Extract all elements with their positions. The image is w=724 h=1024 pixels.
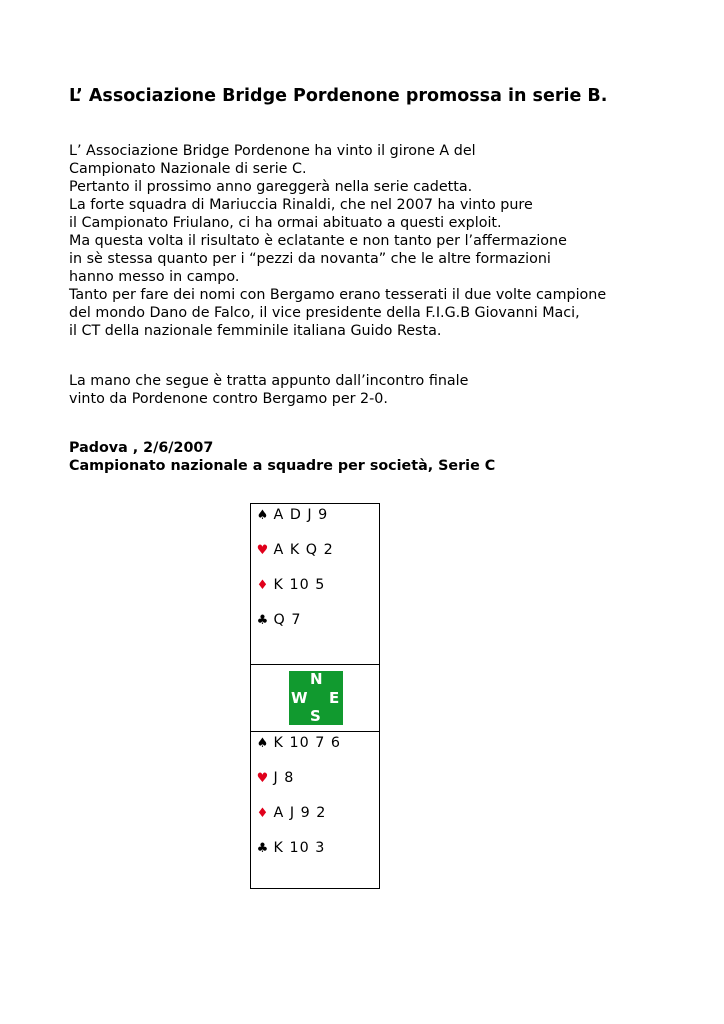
south-clubs-cards: K 10 3 — [273, 840, 326, 856]
compass-row — [251, 664, 379, 732]
south-hearts-cards: J 8 — [273, 770, 295, 786]
event-date-line: Padova , 2/6/2007 — [69, 440, 214, 456]
text-line: Tanto per fare dei nomi con Bergamo erano tesserati il due volte campione — [69, 287, 607, 303]
south-spades — [256, 734, 341, 753]
compass-icon — [289, 671, 343, 725]
spade-icon: ♠ — [256, 508, 269, 523]
south-diamonds — [256, 804, 326, 823]
text-line: L’ Associazione Bridge Pordenone ha vinto il girone A del — [69, 143, 476, 159]
north-diamonds-cards: K 10 5 — [273, 577, 326, 593]
event-heading — [69, 439, 495, 475]
north-clubs-cards: Q 7 — [273, 612, 302, 628]
article-paragraph-2 — [69, 372, 468, 408]
north-spades-cards: A D J 9 — [273, 507, 329, 523]
north-hearts — [256, 541, 334, 560]
compass-north-label: N — [310, 670, 323, 688]
text-line: del mondo Dano de Falco, il vice presidente della F.I.G.B Giovanni Maci, — [69, 305, 580, 321]
diamond-icon: ♦ — [256, 806, 269, 821]
diamond-icon: ♦ — [256, 578, 269, 593]
south-hand — [251, 732, 379, 890]
north-diamonds — [256, 576, 325, 595]
text-line: hanno messo in campo. — [69, 269, 240, 285]
text-line: Ma questa volta il risultato è eclatante e non tanto per l’affermazione — [69, 233, 567, 249]
text-line: il Campionato Friulano, ci ha ormai abituato a questi exploit. — [69, 215, 502, 231]
north-hearts-cards: A K Q 2 — [273, 542, 334, 558]
heart-icon: ♥ — [256, 543, 269, 558]
article-title: L’ Associazione Bridge Pordenone promossa in serie B. — [69, 86, 608, 106]
club-icon: ♣ — [256, 613, 269, 628]
south-spades-cards: K 10 7 6 — [273, 735, 341, 751]
compass-west-label: W — [291, 689, 308, 707]
club-icon: ♣ — [256, 841, 269, 856]
north-spades — [256, 506, 328, 525]
south-hearts — [256, 769, 294, 788]
text-line: vinto da Pordenone contro Bergamo per 2-0. — [69, 391, 388, 407]
text-line: in sè stessa quanto per i “pezzi da novanta” che le altre formazioni — [69, 251, 551, 267]
article-paragraph-1 — [69, 142, 606, 340]
text-line: il CT della nazionale femminile italiana Guido Resta. — [69, 323, 442, 339]
text-line: Campionato Nazionale di serie C. — [69, 161, 307, 177]
south-clubs — [256, 839, 325, 858]
heart-icon: ♥ — [256, 771, 269, 786]
compass-south-label: S — [310, 707, 321, 725]
text-line: La mano che segue è tratta appunto dall’incontro finale — [69, 373, 469, 389]
south-diamonds-cards: A J 9 2 — [273, 805, 327, 821]
compass-east-label: E — [329, 689, 340, 707]
text-line: Pertanto il prossimo anno gareggerà nella serie cadetta. — [69, 179, 473, 195]
north-clubs — [256, 611, 301, 630]
bridge-deal-diagram — [250, 503, 380, 889]
spade-icon: ♠ — [256, 736, 269, 751]
event-championship-line: Campionato nazionale a squadre per società, Serie C — [69, 458, 496, 474]
text-line: La forte squadra di Mariuccia Rinaldi, che nel 2007 ha vinto pure — [69, 197, 533, 213]
north-hand — [251, 504, 379, 664]
